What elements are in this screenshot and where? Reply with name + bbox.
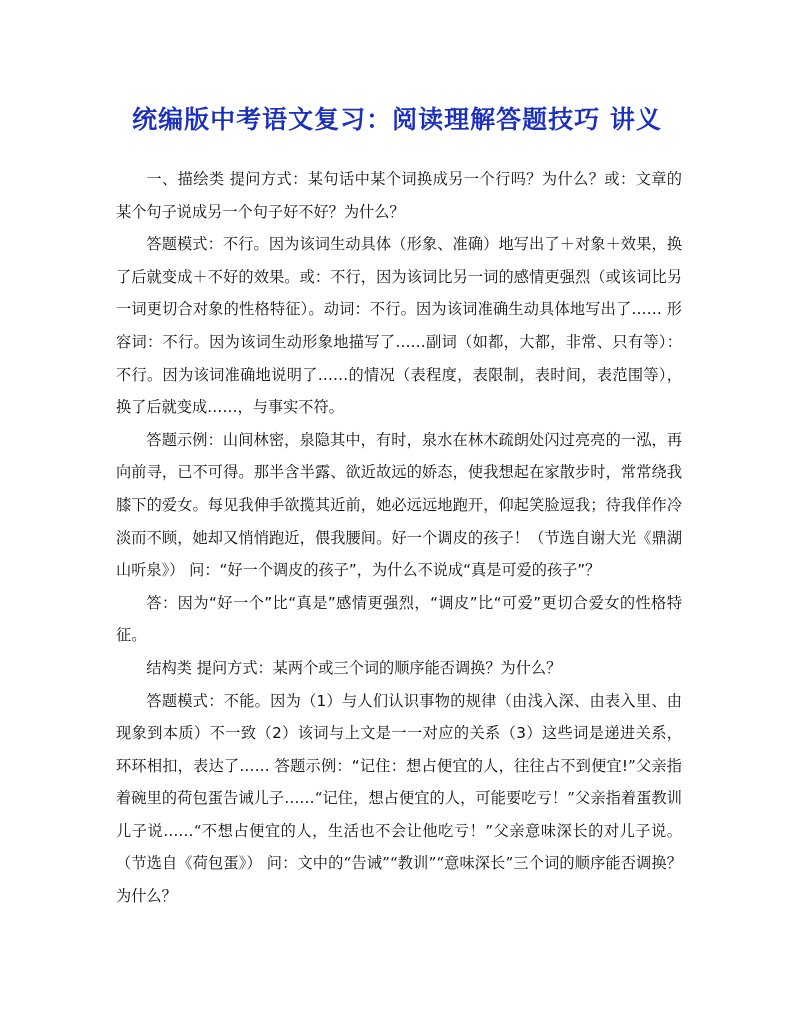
document-body: [116, 163, 682, 913]
paragraph-answer-example: 答题示例：山间林密，泉隐其中，有时，泉水在林木疏朗处闪过亮亮的一泓，再向前寻，已不可得。那半含半露、欲近故远的娇态，使我想起在家散步时，常常绕我膝下的爱女。每见我伸手欲揽其近前，她必远远地跑开，仰起笑脸逗我；待我佯作冷淡而不顾，她却又悄悄跑近，偎我腰间。好一个调皮的孩子！（节选自谢大光《鼎湖山听泉》） 问：“好一个调皮的孩子”，为什么不说成“真是可爱的孩子”？: [116, 430, 682, 580]
structure-example-quote: ”父亲指着碗里的荷包蛋告诫儿子……“记住，想占便宜的人，可能要吃亏！”父亲指着蛋教训儿子说……“不想占便宜的人，生活也不会让他吃亏！”父亲意味深长的对儿子说。（节选自《荷包蛋》） 问：文中的“告诫”“教训”“意味深长”三个词的顺序能否调换？为什么？: [116, 756, 682, 906]
paragraph-structure-question: 结构类 提问方式：某两个或三个词的顺序能否调换？为什么？: [146, 658, 562, 677]
paragraph-answer-mode: 答题模式：不行。因为该词生动具体（形象、准确）地写出了＋对象＋效果，换了后就变成＋不好的效果。或：不行，因为该词比另一词的感情更强烈（或该词比另一词更切合对象的性格特征）。动词：不行。因为该词准确生动具体地写出了…… 形容词：不行。因为该词生动形象地描写了……副词（如都，大都，非常、只有等）：不行。因为该词准确地说明了……的情况（表程度，表限制，表时间，表范围等），换了后就变成……，与事实不符。: [116, 235, 682, 417]
structure-answer-text: 答题模式：不能。因为（1）与人们认识事物的规律（由浅入深、由表入里、由现象到本质）不一致（2）该词与上文是一一对应的关系（3）这些词是递进关系，环环相扣，表达了…… 答题示例：“记住：想占便宜的人，往往占不到便宜!: [116, 691, 682, 775]
document-title: 统编版中考语文复习：阅读理解答题技巧 讲义: [132, 105, 662, 134]
paragraph-answer: 答：因为“好一个”比“真是”感情更强烈，“调皮”比“可爱”更切合爱女的性格特征。: [116, 593, 682, 645]
paragraph-description-question: 一、描绘类 提问方式：某句话中某个词换成另一个行吗？为什么？或：文章的某个句子说成另一个句子好不好？为什么？: [116, 170, 682, 221]
paragraph-structure-answer-mode: [116, 685, 682, 913]
